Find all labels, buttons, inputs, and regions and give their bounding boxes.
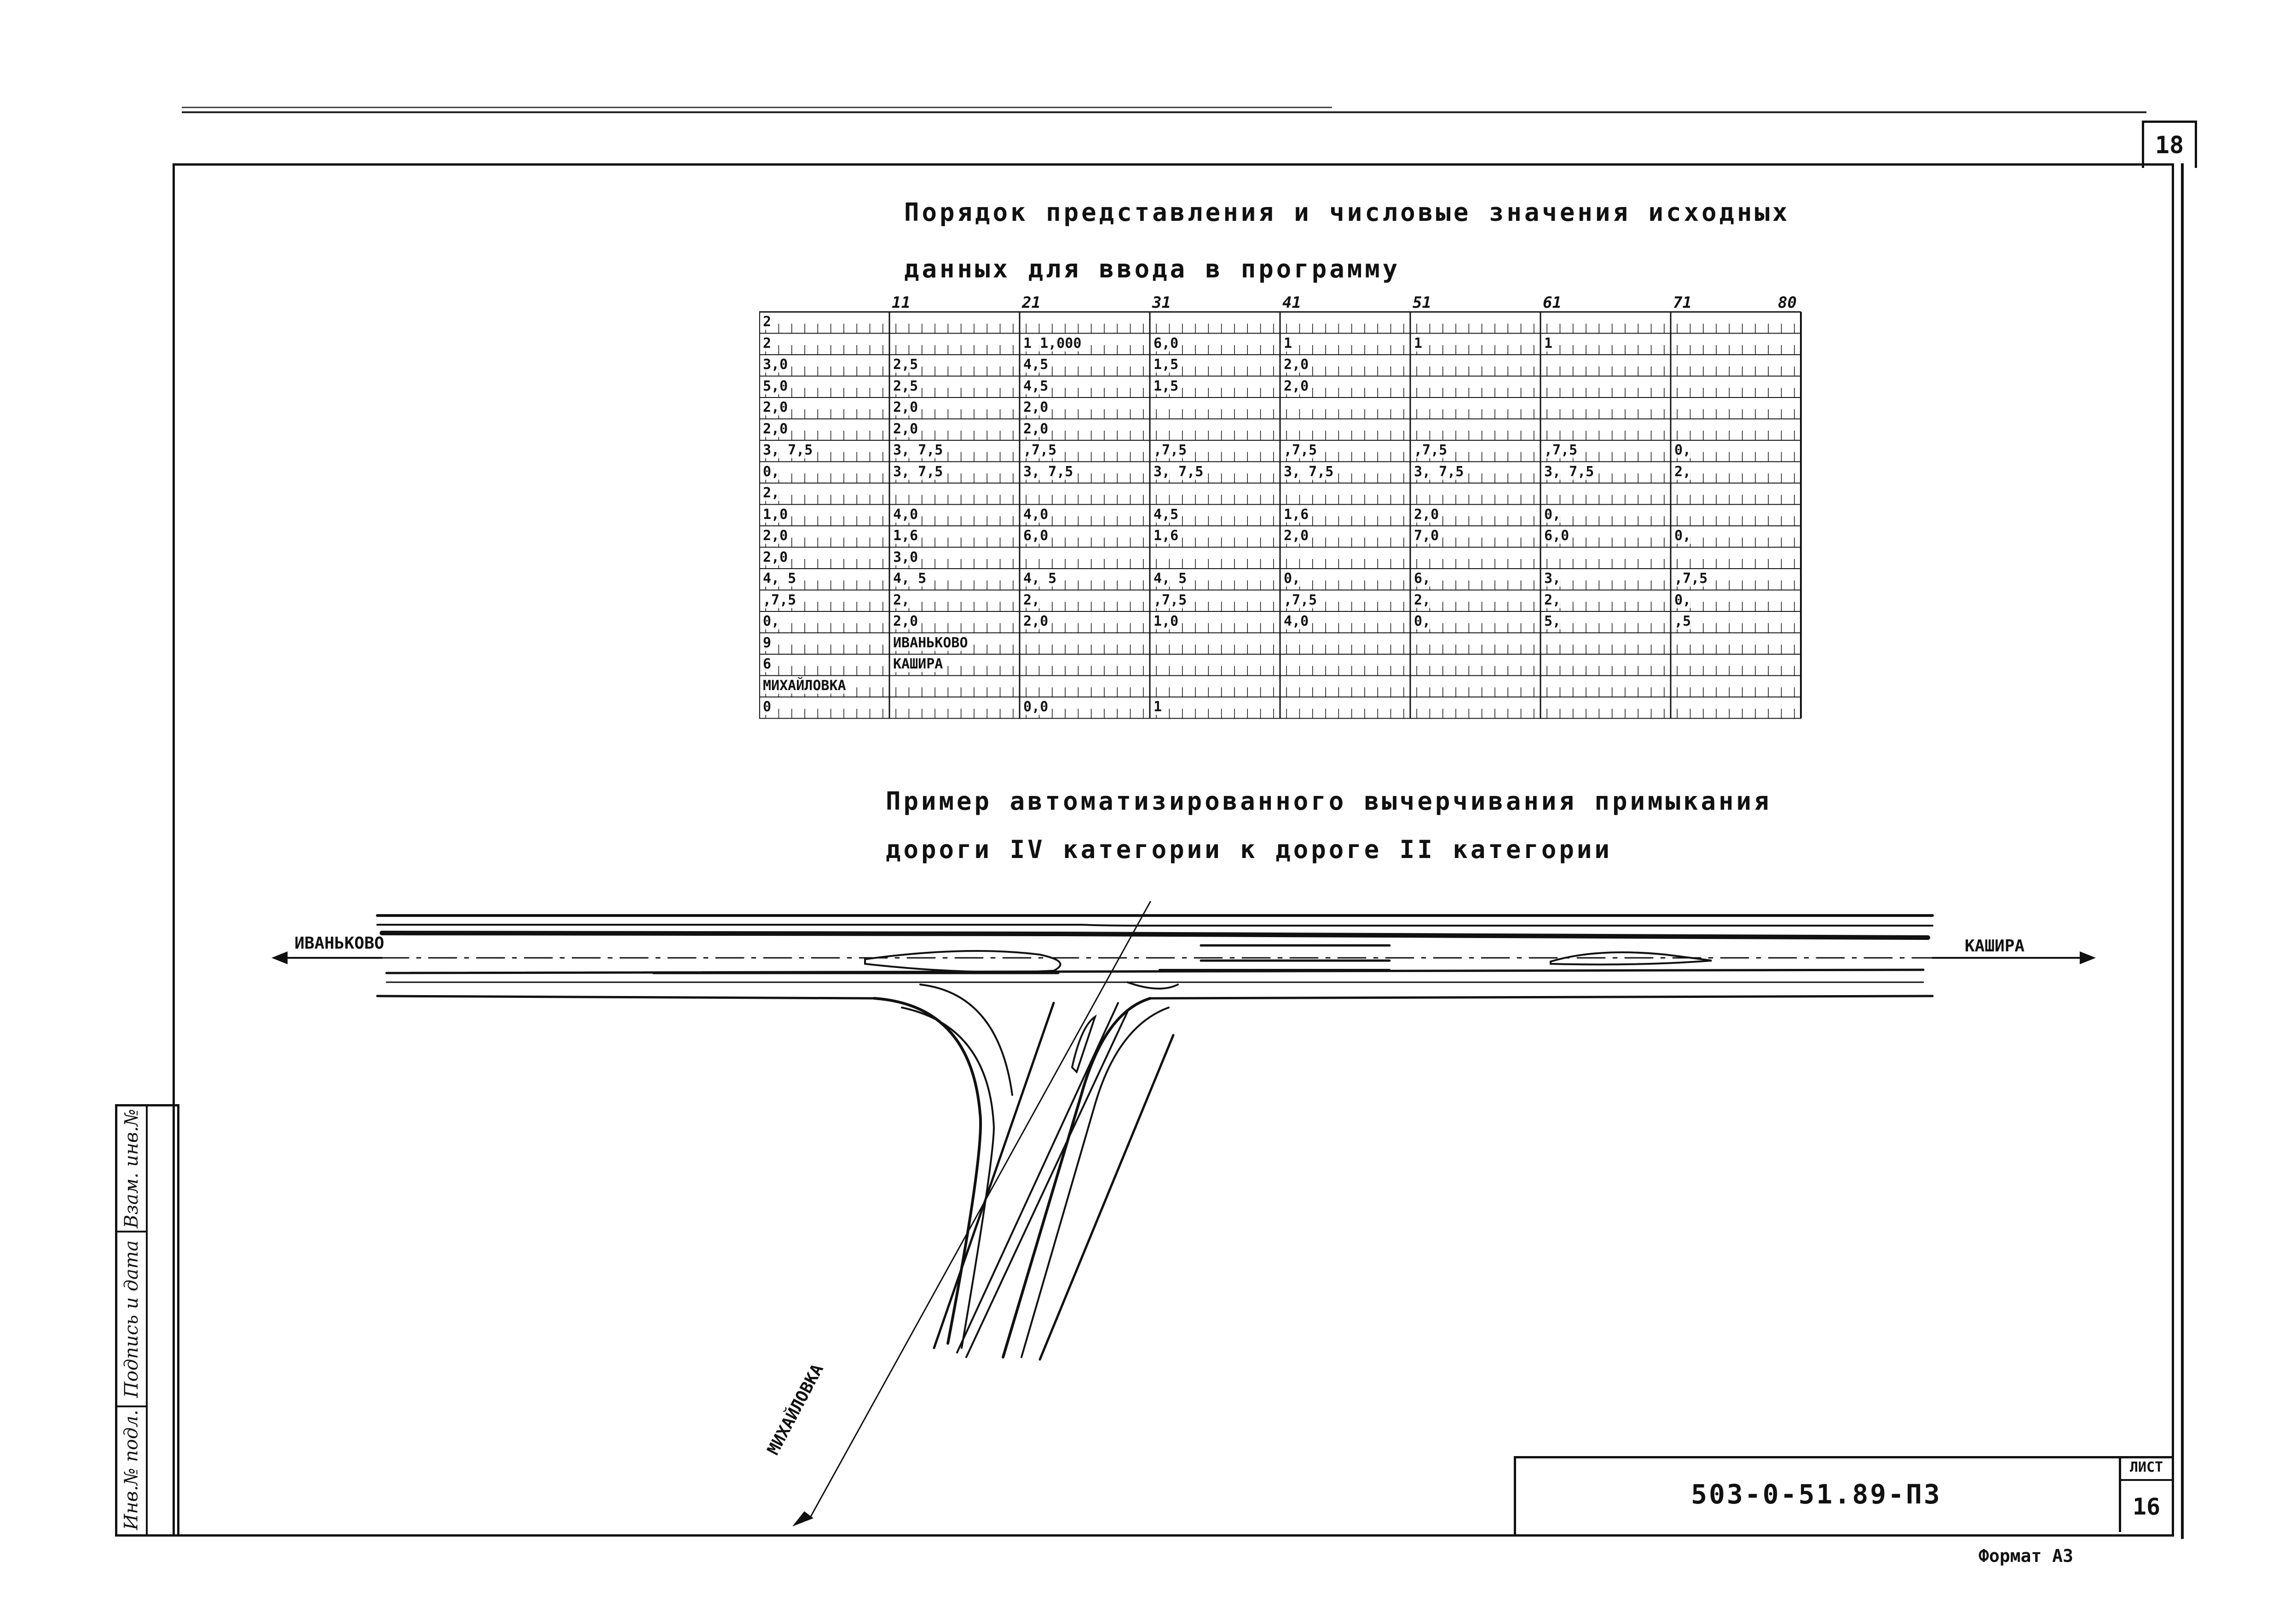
grid-cell-value: ,7,5 [1544,442,1578,458]
grid-column-header: 31 [1152,294,1171,312]
grid-cell-value: 4, 5 [1154,570,1187,587]
grid-cell-value: ,7,5 [1284,592,1317,608]
grid-cell-value: 2,0 [1284,378,1309,394]
sheet-number-cell [2119,1456,2172,1532]
grid-cell-value: 4,5 [1023,357,1049,373]
grid-cell-value: 2,0 [1284,528,1309,544]
west-arrow-head [271,951,288,964]
grid-cell-value: ИВАНЬКОВО [893,634,968,651]
grid-cell-value: 3, 7,5 [1154,463,1204,480]
grid-cell-value: 7,0 [1414,528,1439,544]
west-turn-outer [874,998,981,1343]
grid-cell-value: 0, [763,613,780,629]
grid-cell-value: 0, [1674,592,1691,608]
table-title-line2: данных для ввода в программу [904,254,1401,283]
grid-cell-value: ,7,5 [763,592,796,608]
grid-cell-value: МИХАЙЛОВКА [763,677,846,694]
grid-column-header: 41 [1282,294,1301,312]
grid-cell-value: 4, 5 [763,570,796,587]
grid-cell-value: 0, [1284,570,1301,587]
side-cell-inventory: Инв.№ подл. [121,1410,143,1530]
grid-cell-value: 0, [1414,613,1431,629]
sheet-number: 16 [2132,1493,2161,1520]
grid-cell-value: 0 [763,699,772,715]
grid-cell-value: 4,0 [893,506,918,523]
grid-cell-value: ,7,5 [1674,570,1708,587]
grid-cell-value: 1,6 [1154,528,1179,544]
grid-cell-value: 3, 7,5 [1284,463,1334,480]
grid-cell-value: 1,6 [893,528,918,544]
grid-cell-value: 4,0 [1284,613,1309,629]
grid-cell-value: 2,0 [763,420,788,437]
grid-cell-value: ,7,5 [1154,592,1187,608]
grid-cell-value: 0, [763,463,780,480]
grid-cell-value: 3, [1544,570,1561,587]
main-road-south-carriageway [386,970,1923,973]
grid-cell-value: 4,5 [1023,378,1049,394]
grid-cell-value: 2,0 [1023,399,1049,415]
grid-cell-value: 4,5 [1154,506,1179,523]
grid-cell-value: 1 [1284,335,1292,351]
east-arrow-head [2080,951,2096,964]
grid-cell-value: 2,0 [1023,420,1049,437]
label-south-town: МИХАЙЛОВКА [764,1361,827,1458]
grid-cell-value: 0, [1674,528,1691,544]
grid-cell-value: ,7,5 [1284,442,1317,458]
grid-cell-value: 4, 5 [893,570,927,587]
grid-cell-value: 9 [763,634,772,651]
side-approval-strip [115,1104,179,1537]
grid-cell-value: 2, [763,485,780,501]
grid-cell-value: 6,0 [1544,528,1569,544]
grid-cell-value: 2,5 [893,357,918,373]
grid-cell-value: 3, 7,5 [763,442,813,458]
grid-cell-value: 2,0 [1414,506,1439,523]
label-west-town: ИВАНЬКОВО [294,934,385,953]
grid-cell-value: 2 [763,314,772,330]
grid-cell-value: ,7,5 [1023,442,1057,458]
grid-cell-value: 3, 7,5 [893,463,943,480]
grid-cell-value: 4, 5 [1023,570,1057,587]
secondary-road-axis [810,902,1150,1518]
grid-cell-value: 5, [1544,613,1561,629]
grid-cell-value: 2,0 [763,549,788,565]
grid-cell-value: 2,0 [893,420,918,437]
grid-cell-value: 2,0 [893,613,918,629]
grid-cell-value: 3, 7,5 [893,442,943,458]
west-turn-inner [902,1008,994,1348]
drawing-title-line2: дороги IV категории к дороге II категории [886,835,1612,864]
grid-cell-value: 1 1,000 [1023,335,1082,351]
main-road-north-carriageway [382,933,1928,938]
grid-cell-value: 1,6 [1284,506,1309,523]
grid-column-header: 21 [1022,294,1041,312]
grid-cell-value: 2, [893,592,910,608]
grid-column-header: 51 [1413,294,1431,312]
main-road-south-outer-east [1150,996,1932,998]
grid-column-header: 71 [1673,294,1692,312]
grid-cell-value: 1 [1414,335,1423,351]
grid-cell-value: 2,0 [1284,357,1309,373]
grid-cell-value: 0,0 [1023,699,1049,715]
grid-cell-value: 2, [1023,592,1040,608]
side-strip-text-column [117,1106,148,1534]
east-turn-inner [1021,1008,1169,1357]
grid-cell-value: 2,5 [893,378,918,394]
grid-cell-value: 0, [1674,442,1691,458]
grid-cell-value: 3, 7,5 [1414,463,1464,480]
grid-column-header: 80 [1778,294,1797,312]
grid-cell-value: 2,0 [893,399,918,415]
grid-cell-value: 1 [1544,335,1553,351]
grid-cell-value: 1,0 [763,506,788,523]
grid-cell-value: 3, 7,5 [1023,463,1073,480]
grid-cell-value: 6,0 [1023,528,1049,544]
grid-cell-value: 3, 7,5 [1544,463,1594,480]
grid-cell-value: 2, [1414,592,1431,608]
main-road-north-edge-inner [377,925,1932,926]
document-code: 503-0-51.89-ПЗ [1691,1478,1942,1510]
grid-cell-value: ,5 [1674,613,1691,629]
grid-cell-value: 2 [763,335,772,351]
grid-cell-value: 4,0 [1023,506,1049,523]
grid-column-header: 11 [892,294,911,312]
grid-cell-value: 2, [1674,463,1691,480]
south-arrow-head [792,1511,813,1526]
top-sheet-number: 18 [2142,121,2197,168]
west-turn-ramp [920,985,1012,1095]
grid-cell-value: 1,5 [1154,378,1179,394]
grid-cell-value: 3,0 [893,549,918,565]
grid-cell-value: 1,0 [1154,613,1179,629]
grid-cell-value: 5,0 [763,378,788,394]
east-turn-ramp [1127,982,1178,989]
grid-cell-value: 1,5 [1154,357,1179,373]
grid-column-header: 61 [1543,294,1562,312]
grid-cell-value: 0, [1544,506,1561,523]
west-island [865,951,1061,972]
drawing-title-line1: Пример автоматизированного вычерчивания примыкания [886,787,1772,816]
secondary-road-east-edge [1040,1035,1173,1359]
grid-cell-value: ,7,5 [1154,442,1187,458]
grid-cell-value: 1 [1154,699,1162,715]
grid-cell-value: 2,0 [763,528,788,544]
grid-cell-value: 6, [1414,570,1431,587]
grid-cell-value: 6 [763,656,772,672]
grid-cell-value: 2, [1544,592,1561,608]
table-title-line1: Порядок представления и числовые значения исходных [904,198,1790,227]
grid-cell-value: 2,0 [763,399,788,415]
format-note: Формат А3 [1979,1546,2073,1566]
grid-cell-value: 6,0 [1154,335,1179,351]
side-cell-signature: Подпись и дата [117,1232,146,1407]
sheet-label: ЛИСТ [2121,1456,2172,1481]
grid-cell-value: 3,0 [763,357,788,373]
grid-cell-value: 2,0 [1023,613,1049,629]
side-cell-replacement: Взам. инв.№ [117,1106,146,1232]
label-east-town: КАШИРА [1965,937,2025,956]
main-road-south-outer-west [377,996,874,998]
grid-cell-value: ,7,5 [1414,442,1448,458]
grid-cell-value: КАШИРА [893,656,943,672]
